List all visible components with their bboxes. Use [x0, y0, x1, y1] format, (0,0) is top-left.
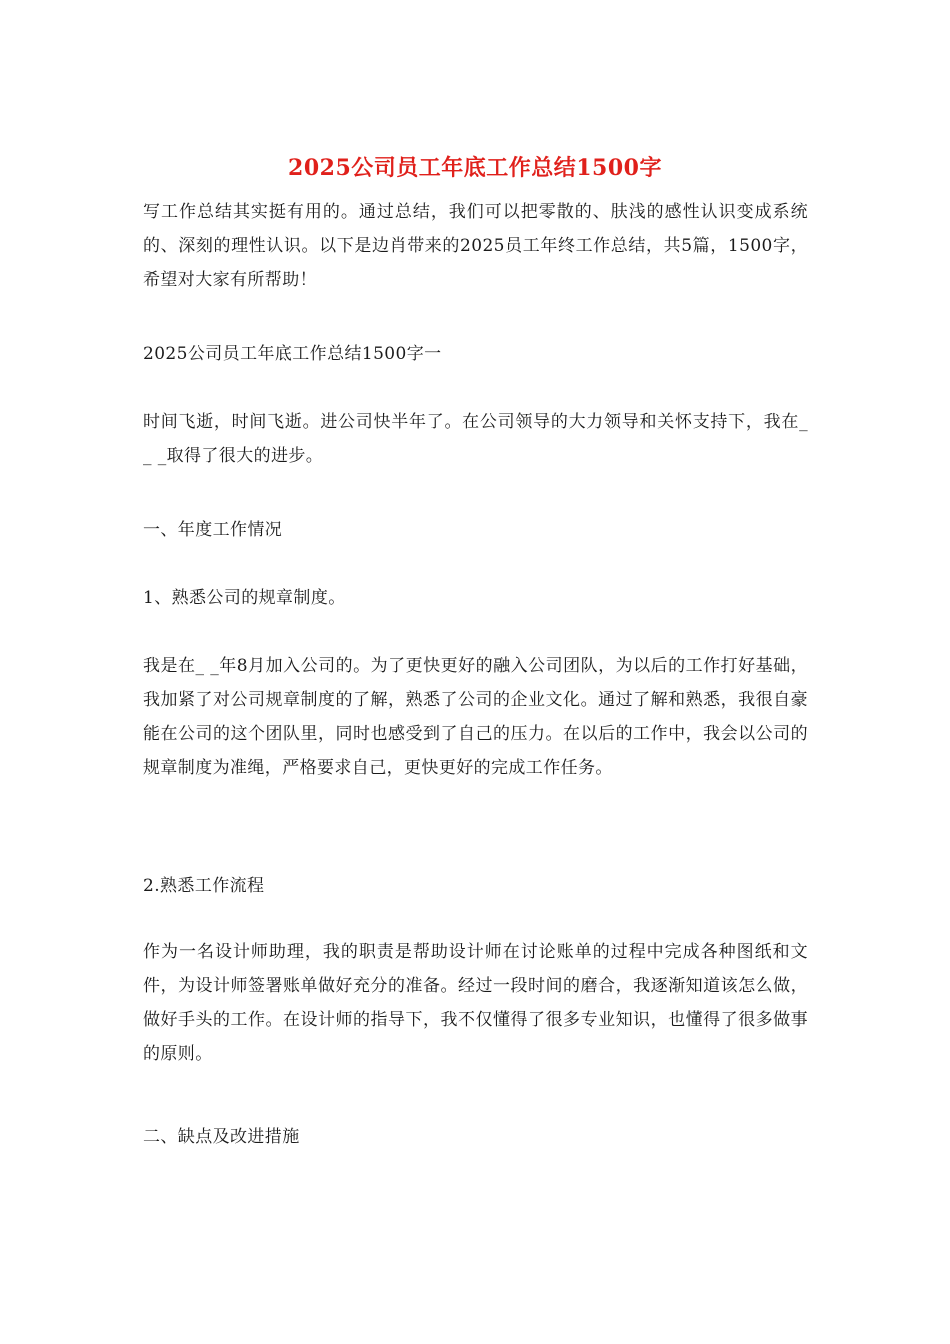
article-subtitle: 2025公司员工年底工作总结1500字一 [143, 344, 442, 364]
workflow-paragraph: 作为一名设计师助理，我的职责是帮助设计师在讨论账单的过程中完成各种图纸和文件，为设计师签署账单做好充分的准备。经过一段时间的磨合，我逐渐知道该怎么做，做好手头的工作。在设计师的指导下，我不仅懂得了很多专业知识，也懂得了很多做事的原则。 [143, 942, 808, 1064]
opening-paragraph: 时间飞逝，时间飞逝。进公司快半年了。在公司领导的大力领导和关怀支持下，我在_ _ _取得了很大的进步。 [143, 412, 808, 466]
item-heading-workflow: 2.熟悉工作流程 [143, 876, 265, 896]
document-title: 2025公司员工年底工作总结1500字 [288, 155, 662, 181]
item-heading-rules: 1、熟悉公司的规章制度。 [143, 588, 346, 608]
rules-paragraph: 我是在_ _年8月加入公司的。为了更快更好的融入公司团队，为以后的工作打好基础，我加紧了对公司规章制度的了解，熟悉了公司的企业文化。通过了解和熟悉，我很自豪能在公司的这个团队里，同时也感受到了自己的压力。在以后的工作中，我会以公司的规章制度为准绳，严格要求自己，更快更好的完成工作任务。 [143, 656, 808, 778]
intro-paragraph: 写工作总结其实挺有用的。通过总结，我们可以把零散的、肤浅的感性认识变成系统的、深刻的理性认识。以下是边肖带来的2025员工年终工作总结，共5篇，1500字，希望对大家有所帮助！ [143, 202, 808, 290]
section-heading-shortcomings: 二、缺点及改进措施 [143, 1127, 300, 1147]
section-heading-annual-work: 一、年度工作情况 [143, 520, 283, 540]
